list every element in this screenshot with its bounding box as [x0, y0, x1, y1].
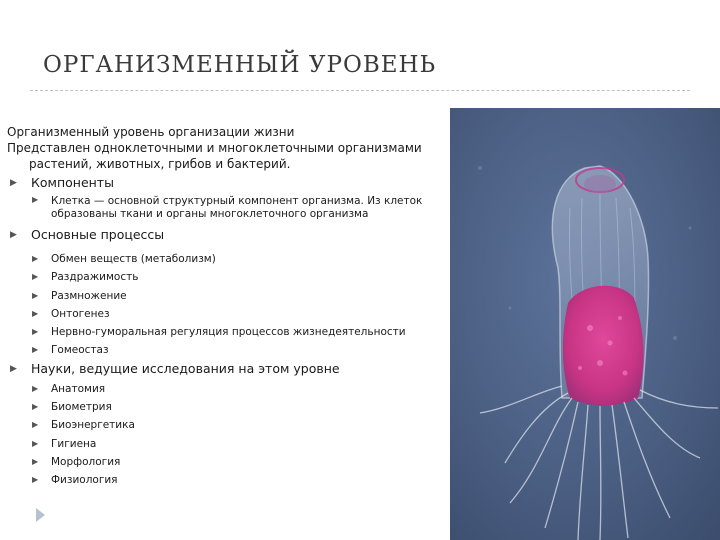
section-heading-label: Науки, ведущие исследования на этом уровне [31, 360, 340, 376]
triangle-bullet-icon: ▶ [32, 345, 39, 355]
list-item-label: Гомеостаз [51, 344, 109, 357]
page-title: ОРГАНИЗМЕННЫЙ УРОВЕНЬ [43, 52, 437, 78]
triangle-bullet-icon: ▶ [32, 402, 39, 412]
triangle-bullet-icon: ▶ [32, 272, 39, 282]
intro-line: Организменный уровень организации жизни [7, 125, 295, 139]
list-item [7, 435, 457, 453]
organism-micrograph [450, 108, 720, 540]
triangle-bullet-icon: ▶ [10, 230, 17, 240]
triangle-bullet-icon: ▶ [32, 327, 39, 337]
list-item-label: Нервно-гуморальная регуляция процессов жизнедеятельности [51, 326, 406, 339]
list-item [7, 287, 457, 305]
next-slide-arrow-icon[interactable] [36, 508, 45, 522]
triangle-bullet-icon: ▶ [32, 475, 39, 485]
list-item [7, 192, 457, 226]
list-item-label: Обмен веществ (метаболизм) [51, 253, 216, 265]
list-item-label-cont: образованы ткани и органы многоклеточного организма [51, 208, 369, 220]
intro-description-cont: растений, животных, грибов и бактерий. [29, 157, 291, 171]
list-item-label: Физиология [51, 474, 118, 487]
list-item-label: Клетка — основной структурный компонент организма. Из клеток [51, 195, 423, 207]
triangle-bullet-icon: ▶ [10, 363, 17, 374]
list-item [7, 416, 457, 434]
title-divider [30, 90, 690, 91]
list-item [7, 250, 457, 268]
list-item-label: Биометрия [51, 401, 112, 414]
triangle-bullet-icon: ▶ [32, 254, 39, 263]
list-item [7, 398, 457, 416]
list-item [7, 380, 457, 398]
list-item [7, 453, 457, 471]
triangle-bullet-icon: ▶ [10, 178, 17, 188]
list-item-label: Морфология [51, 455, 121, 468]
section-heading-processes [7, 226, 457, 244]
list-item-label: Анатомия [51, 382, 106, 395]
list-item-label: Биоэнергетика [51, 419, 135, 432]
list-item [7, 305, 457, 323]
triangle-bullet-icon: ▶ [32, 195, 39, 204]
list-item-label: Размножение [51, 289, 127, 302]
list-item-label: Гигиена [51, 437, 97, 450]
triangle-bullet-icon: ▶ [32, 456, 39, 466]
triangle-bullet-icon: ▶ [32, 438, 39, 448]
triangle-bullet-icon: ▶ [32, 308, 39, 318]
slide-content [7, 124, 457, 490]
list-item [7, 471, 457, 489]
triangle-bullet-icon: ▶ [32, 290, 39, 300]
list-item-label: Онтогенез [51, 307, 110, 320]
list-item-label: Раздражимость [51, 271, 139, 284]
triangle-bullet-icon: ▶ [32, 383, 39, 393]
list-item [7, 323, 457, 341]
section-heading-sciences [7, 360, 457, 378]
section-heading-label: Компоненты [31, 175, 114, 190]
section-heading-label: Основные процессы [31, 227, 165, 242]
intro-description: Представлен одноклеточными и многоклеточными организмами [7, 141, 422, 155]
list-item [7, 341, 457, 359]
list-item [7, 268, 457, 286]
section-heading-components [7, 174, 457, 192]
triangle-bullet-icon: ▶ [32, 420, 39, 430]
